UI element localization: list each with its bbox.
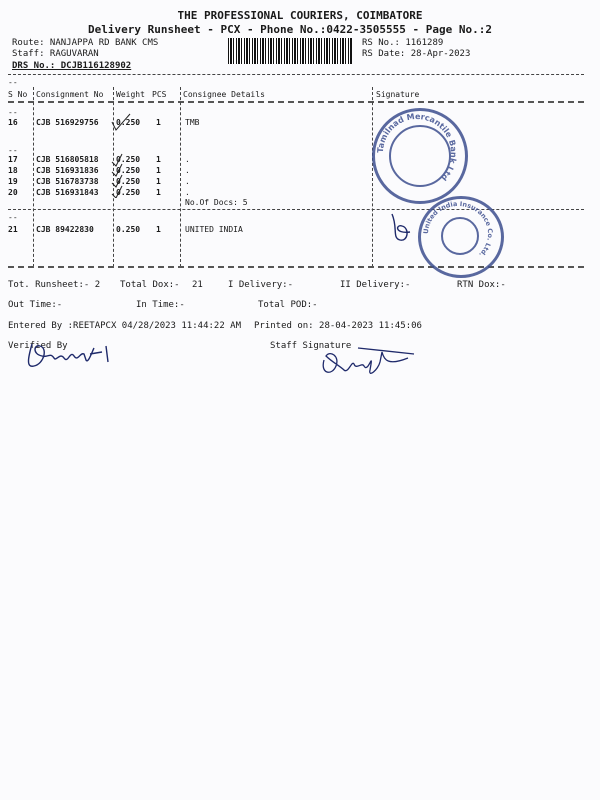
table-row-sno: 19 xyxy=(8,177,18,186)
divider xyxy=(8,74,584,75)
dashes: -- xyxy=(8,146,18,155)
total-dox-value: 21 xyxy=(192,280,203,290)
table-row-weight: 0.250 xyxy=(116,177,141,186)
table-row-weight: 0.250 xyxy=(116,166,141,175)
table-row-sno: 20 xyxy=(8,188,18,197)
table-row-details: . xyxy=(185,166,190,175)
rs-number: RS No.: 1161289 xyxy=(362,38,444,48)
col-signature: Signature xyxy=(376,90,420,99)
table-row-sno: 16 xyxy=(8,118,18,127)
tot-runsheet: Tot. Runsheet:- 2 xyxy=(8,280,101,290)
drs-number: DRS No.: DCJB116128902 xyxy=(12,61,132,71)
stamp-icon xyxy=(418,196,498,272)
col-separator xyxy=(180,87,181,267)
col-sno: S No xyxy=(8,90,28,99)
i-delivery: I Delivery:- xyxy=(228,280,294,290)
table-row-weight: 0.250 xyxy=(116,155,141,164)
verifier-signature xyxy=(22,338,114,372)
table-row-details: . xyxy=(185,188,190,197)
tmb-stamp-text: Tamilnad Mercantile Bank Ltd xyxy=(375,111,459,183)
stamp-icon xyxy=(372,108,462,198)
table-row-pcs: 1 xyxy=(156,166,161,175)
total-dox-label: Total Dox:- xyxy=(120,280,180,290)
in-time: In Time:- xyxy=(136,300,185,310)
table-row-details: . xyxy=(185,155,190,164)
table-row-weight: 0.250 xyxy=(116,118,141,127)
united-india-stamp xyxy=(418,196,504,278)
col-pcs: PCS xyxy=(152,90,167,99)
table-row-details: UNITED INDIA xyxy=(185,225,243,234)
staff-signature-label: Staff Signature xyxy=(270,341,352,351)
dashes: -- xyxy=(8,108,18,117)
company-title: THE PROFESSIONAL COURIERS, COIMBATORE xyxy=(177,9,423,22)
tmb-stamp xyxy=(372,108,468,204)
col-consignment: Consignment No xyxy=(36,90,104,99)
total-pod: Total POD:- xyxy=(258,300,318,310)
header-rule xyxy=(8,101,584,103)
printed-on: Printed on: 28-04-2023 11:45:06 xyxy=(254,321,422,331)
runsheet-subtitle: Delivery Runsheet - PCX - Phone No.:0422-3505555 - Page No.:2 xyxy=(88,23,492,36)
ii-delivery: II Delivery:- xyxy=(340,280,411,290)
staff: Staff: RAGUVARAN xyxy=(12,49,99,59)
col-separator xyxy=(33,87,34,267)
table-row-sno: 21 xyxy=(8,225,18,234)
tick-marks xyxy=(108,112,141,198)
table-row-pcs: 1 xyxy=(156,155,161,164)
route: Route: NANJAPPA RD BANK CMS xyxy=(12,38,159,48)
table-row-consignment: CJB 516931836 xyxy=(36,166,99,175)
table-row-consignment: CJB 516783738 xyxy=(36,177,99,186)
united-stamp-text: United India Insurance Co. Ltd. xyxy=(421,199,495,259)
table-row-pcs: 1 xyxy=(156,188,161,197)
entered-by: Entered By :REETAPCX 04/28/2023 11:44:22 AM xyxy=(8,321,241,331)
table-row-pcs: 1 xyxy=(156,225,161,234)
dashes: -- xyxy=(8,78,18,87)
barcode xyxy=(228,38,352,64)
table-row-consignment: CJB 516805818 xyxy=(36,155,99,164)
verified-by: Verified By xyxy=(8,341,68,351)
dashes: -- xyxy=(8,213,18,222)
table-row-details: TMB xyxy=(185,118,200,127)
table-row-consignment: CJB 516931843 xyxy=(36,188,99,197)
table-row-details: . xyxy=(185,177,190,186)
out-time: Out Time:- xyxy=(8,300,63,310)
table-row-pcs: 1 xyxy=(156,177,161,186)
col-consignee: Consignee Details xyxy=(183,90,265,99)
no-of-docs: No.Of Docs: 5 xyxy=(185,198,248,207)
table-row-sno: 17 xyxy=(8,155,18,164)
table-row-consignment: CJB 516929756 xyxy=(36,118,99,127)
staff-signature xyxy=(318,340,418,380)
delivery-signature xyxy=(388,210,416,244)
rs-date: RS Date: 28-Apr-2023 xyxy=(362,49,471,59)
table-row-consignment: CJB 89422830 xyxy=(36,225,94,234)
table-row-weight: 0.250 xyxy=(116,188,141,197)
table-row-weight: 0.250 xyxy=(116,225,141,234)
table-row-sno: 18 xyxy=(8,166,18,175)
svg-text:Tamilnad Mercantile Bank Ltd xyxy=(376,112,458,183)
table-row-pcs: 1 xyxy=(156,118,161,127)
col-weight: Weight xyxy=(116,90,145,99)
svg-text:United India Insurance Co. Ltd xyxy=(422,200,494,259)
rtn-dox: RTN Dox:- xyxy=(457,280,506,290)
